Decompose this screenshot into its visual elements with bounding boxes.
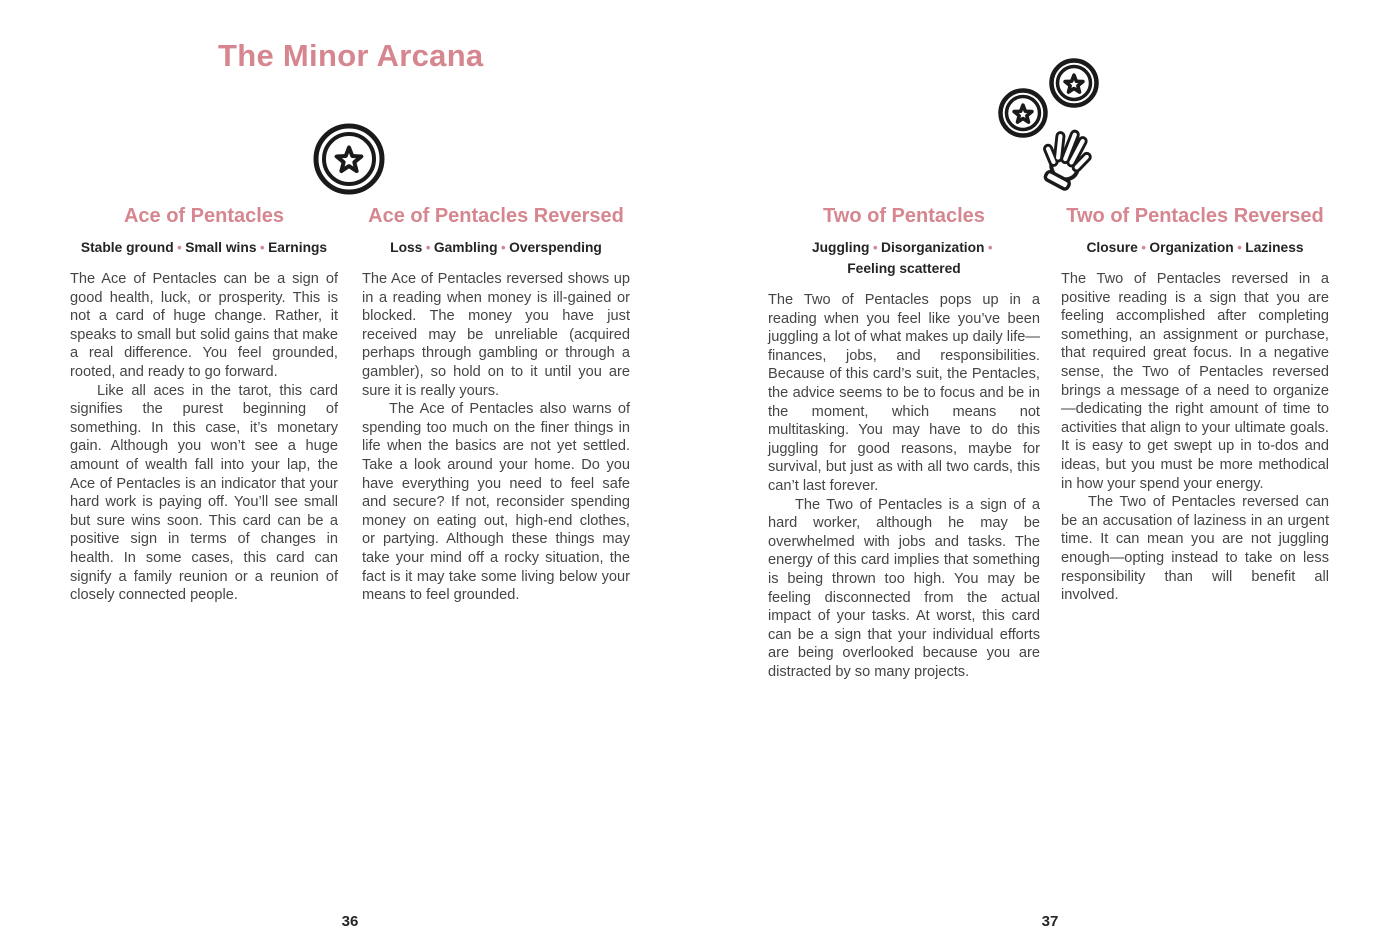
card-body [768,291,1040,681]
card-body [70,270,338,605]
keyword-bullet: • [501,240,506,255]
keyword: Stable ground [80,240,174,255]
card-title: Two of Pentacles [823,205,985,227]
keyword-bullet: • [872,240,878,255]
keyword: Juggling [811,240,870,255]
keyword: Feeling scattered [847,261,961,276]
card-body [362,270,630,605]
keyword: Loss [390,240,423,255]
card-section-two-of-pentacles-reversed [1061,204,1329,605]
keyword: Laziness [1245,240,1304,255]
juggling-hand-two-pentacles-icon [995,52,1125,202]
card-keywords [1061,237,1329,258]
card-paragraph: The Ace of Pentacles can be a sign of good health, luck, or prosperity. This is not a card of huge change. Rather, it speaks to small but solid gains that make a real difference. You feel grounded, rooted, and ready to go forward. [70,271,338,380]
card-paragraph: The Two of Pentacles is a sign of a hard worker, although he may be overwhelmed with jobs and tasks. The energy of this card implies that something is being thrown too high. You may be feeling disconnected from the actual impact of your tasks. At worst, this card can be a sign that your individual efforts are being overlooked because you are distracted by so many projects. [768,496,1040,680]
page-number-right: 37 [1041,913,1059,930]
card-keywords [768,237,1040,279]
card-section-two-of-pentacles [768,204,1040,681]
keyword: Closure [1086,240,1138,255]
card-title: Ace of Pentacles [123,205,285,227]
chapter-title: The Minor Arcana [218,38,484,73]
keyword: Overspending [509,240,602,255]
keyword-bullet: • [1141,240,1146,255]
card-paragraph: The Ace of Pentacles also warns of spending too much on the finer things in life when the basics are not yet settled. Take a look around your home. Do you have everything you need to feel safe and secure? If not, reconsider spending money on eating out, high-end clothes, or partying. Although these things may take your mind off a rocky situation, the fact is it may take some living below your means to feel grounded. [362,401,630,604]
card-keywords [70,237,338,258]
pentacle-coin-icon [312,122,386,196]
card-paragraph: The Two of Pentacles reversed in a positive reading is a sign that you are feeling accomplished after completing something, an assignment or purchase, that required great focus. In a negative sense, the Two of Pentacles reversed brings a message of a need to organize—dedicating the right amount of time to activities that align to your ultimate goals. It is easy to get swept up in to-dos and ideas, but you must be more methodical in how your spend your energy. [1061,271,1329,492]
card-paragraph: Like all aces in the tarot, this card signifies the purest beginning of something. In this case, it’s monetary gain. Although you won’t see a huge amount of wealth fall into your lap, the Ace of Pentacles is an indicator that your hard work is paying off. You’ll see small but sure wins soon. This card can be a positive sign in terms of changes in health. In some cases, this card can signify a family reunion or a reunion of closely connected people. [70,382,338,604]
keyword: Organization [1149,240,1234,255]
keyword-bullet: • [987,240,993,255]
card-paragraph: The Two of Pentacles pops up in a reading when you feel like you’ve been juggling a lot of what makes up daily life—finances, jobs, and responsibilities. Because of this card’s suit, the Pentacles, the advice seems to be to focus and be in the moment, which means not multitasking. You may have to do this juggling for good reasons, maybe for survival, but just as with all two cards, this can’t last forever. [768,292,1040,494]
card-paragraph: The Two of Pentacles reversed can be an accusation of laziness in an urgent time. It can mean you are not juggling enough—opting instead to take on less responsibility than will benefit all involved. [1061,494,1329,604]
keyword-bullet: • [1237,240,1242,255]
card-title: Ace of Pentacles Reversed [368,205,624,227]
keyword: Gambling [433,240,498,255]
keyword: Small wins [185,240,257,255]
page-number-left: 36 [341,913,359,930]
card-title: Two of Pentacles Reversed [1066,205,1324,227]
card-section-ace-of-pentacles [70,204,338,605]
card-section-ace-of-pentacles-reversed [362,204,630,605]
keyword: Earnings [268,240,328,255]
card-body [1061,270,1329,605]
keyword-bullet: • [260,240,265,255]
keyword-bullet: • [425,240,431,255]
card-keywords [362,237,630,258]
keyword: Disorganization [881,240,985,255]
card-paragraph: The Ace of Pentacles reversed shows up in a reading when money is ill-gained or blocked. The money you have just received may be unreliable (acquired perhaps through gambling or through a gambler), so hold on to it until you are sure it is really yours. [362,271,630,399]
keyword-bullet: • [177,240,182,255]
